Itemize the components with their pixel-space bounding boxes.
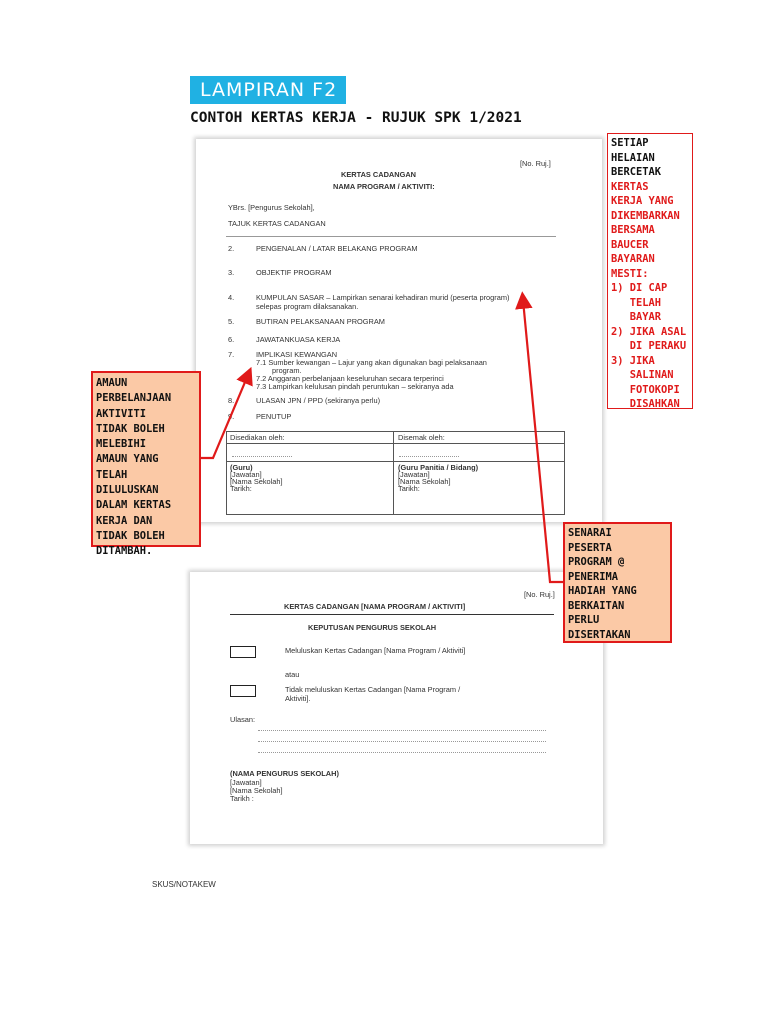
item-number: 7. xyxy=(228,350,235,359)
note-line: FOTOKOPI xyxy=(611,383,680,396)
subitem-7-1: 7.1 Sumber kewangan – Lajur yang akan digunakan bagi pelaksanaan xyxy=(256,358,487,367)
item-number: 8. xyxy=(228,396,235,405)
note-line: SETIAP xyxy=(611,137,649,149)
note-line: AMAUN xyxy=(96,377,128,389)
note-line: MESTI: xyxy=(611,267,649,280)
item-number: 6. xyxy=(228,335,235,344)
panel-head-school: [Nama Sekolah] xyxy=(398,477,451,486)
item-number: 5. xyxy=(228,317,235,326)
note-line: KERJA DAN xyxy=(96,514,153,527)
or-label: atau xyxy=(285,670,300,679)
item-closing: PENUTUP xyxy=(256,412,292,421)
item-jpn-remarks: ULASAN JPN / PPD (sekiranya perlu) xyxy=(256,396,381,405)
note-line: 1) DI CAP xyxy=(611,282,668,294)
note-line: PROGRAM @ xyxy=(568,556,625,568)
voucher-requirement-note xyxy=(607,133,693,409)
note-line: BAYARAN xyxy=(611,253,655,265)
note-line: PESERTA xyxy=(568,541,612,554)
note-line: DI PERAKU xyxy=(611,340,687,352)
reject-label-line2: Aktiviti]. xyxy=(285,694,311,703)
proposal-subject: TAJUK KERTAS CADANGAN xyxy=(228,219,326,228)
note-line: DITAMBAH. xyxy=(96,545,153,558)
teacher-date: Tarikh: xyxy=(230,484,252,493)
program-name-label: NAMA PROGRAM / AKTIVITI: xyxy=(333,182,435,191)
prepared-by-label: Disediakan oleh: xyxy=(230,433,285,442)
participant-list-note xyxy=(563,522,672,643)
item-financial: IMPLIKASI KEWANGAN xyxy=(256,350,338,359)
note-line: HADIAH YANG xyxy=(568,585,637,597)
item-introduction: PENGENALAN / LATAR BELAKANG PROGRAM xyxy=(256,244,418,253)
remarks-label: Ulasan: xyxy=(230,715,256,724)
approve-label: Meluluskan Kertas Cadangan [Nama Program / Aktiviti] xyxy=(285,646,466,655)
note-line: TIDAK BOLEH xyxy=(96,422,165,435)
item-committee: JAWATANKUASA KERJA xyxy=(256,335,341,344)
note-line: HELAIAN xyxy=(611,151,655,164)
arrow-to-target-group xyxy=(523,300,565,582)
principal-date: Tarikh : xyxy=(230,794,254,803)
principal-position: [Jawatan] xyxy=(230,778,262,787)
note-line: BAYAR xyxy=(611,311,662,323)
note-line: BERCETAK xyxy=(611,166,662,178)
note-line: TELAH xyxy=(611,296,662,309)
note-line: TIDAK BOLEH xyxy=(96,529,165,542)
note-line: BERSAMA xyxy=(611,224,655,236)
teacher-position: [Jawatan] xyxy=(230,470,262,479)
lampiran-tag: LAMPIRAN F2 xyxy=(190,76,346,104)
note-line: SALINAN xyxy=(611,369,674,381)
footer-code: SKUS/NOTAKEW xyxy=(152,880,216,889)
note-line: 3) JIKA xyxy=(611,354,655,367)
note-line: 2) JIKA ASAL xyxy=(611,325,687,338)
reject-label: Tidak meluluskan Kertas Cadangan [Nama Program / xyxy=(285,685,461,694)
page-heading: CONTOH KERTAS KERJA - RUJUK SPK 1/2021 xyxy=(190,110,522,126)
subitem-7-3: 7.3 Lampirkan kelulusan pindah peruntukan – sekiranya ada xyxy=(256,382,454,391)
item-objective: OBJEKTIF PROGRAM xyxy=(256,268,332,277)
item-number: 9. xyxy=(228,412,235,421)
item-number: 3. xyxy=(228,268,235,277)
item-number: 2. xyxy=(228,244,235,253)
reference-number: [No. Ruj.] xyxy=(524,590,555,599)
note-line: DISAHKAN xyxy=(611,398,680,410)
note-line: PERBELANJAAN xyxy=(96,392,172,405)
item-number: 4. xyxy=(228,293,235,302)
decision-doc-title: KERTAS CADANGAN [NAMA PROGRAM / AKTIVITI] xyxy=(284,602,466,611)
item-target-group-line2: selepas program dilaksanakan. xyxy=(256,302,359,311)
note-line: KERJA YANG xyxy=(611,195,674,207)
note-line: SENARAI xyxy=(568,527,612,539)
note-line: MELEBIHI xyxy=(96,438,147,451)
subitem-7-1-line2: program. xyxy=(272,366,302,375)
principal-school: [Nama Sekolah] xyxy=(230,786,283,795)
panel-head-role: (Guru Panitia / Bidang) xyxy=(398,463,479,472)
spending-limit-note xyxy=(91,371,201,558)
item-implementation: BUTIRAN PELAKSANAAN PROGRAM xyxy=(256,317,385,326)
item-target-group: KUMPULAN SASAR – Lampirkan senarai kehadiran murid (peserta program) xyxy=(256,293,510,302)
checked-by-label: Disemak oleh: xyxy=(398,433,445,442)
subitem-7-2: 7.2 Anggaran perbelanjaan keseluruhan secara terperinci xyxy=(256,374,444,383)
note-line: AMAUN YANG xyxy=(96,453,159,466)
note-line: DISERTAKAN xyxy=(568,628,631,641)
note-line: DIKEMBARKAN xyxy=(611,209,680,222)
note-line: TELAH xyxy=(96,468,128,481)
note-line: PENERIMA xyxy=(568,570,619,583)
arrow-to-financial xyxy=(200,375,248,458)
note-line: PERLU xyxy=(568,614,600,626)
addressee: YBrs. [Pengurus Sekolah], xyxy=(228,203,315,212)
proposal-title: KERTAS CADANGAN xyxy=(341,170,416,179)
panel-head-date: Tarikh: xyxy=(398,484,420,493)
note-line: KERTAS xyxy=(611,180,649,193)
panel-head-position: [Jawatan] xyxy=(398,470,430,479)
note-line: DALAM KERTAS xyxy=(96,499,172,512)
note-line: DILULUSKAN xyxy=(96,484,159,497)
reference-number: [No. Ruj.] xyxy=(520,159,551,168)
decision-section-title: KEPUTUSAN PENGURUS SEKOLAH xyxy=(308,623,437,632)
principal-name: (NAMA PENGURUS SEKOLAH) xyxy=(230,769,339,778)
teacher-school: [Nama Sekolah] xyxy=(230,477,283,486)
note-line: BAUCER xyxy=(611,238,649,251)
teacher-role: (Guru) xyxy=(230,463,253,472)
note-line: AKTIVITI xyxy=(96,407,147,420)
note-line: BERKAITAN xyxy=(568,599,625,612)
